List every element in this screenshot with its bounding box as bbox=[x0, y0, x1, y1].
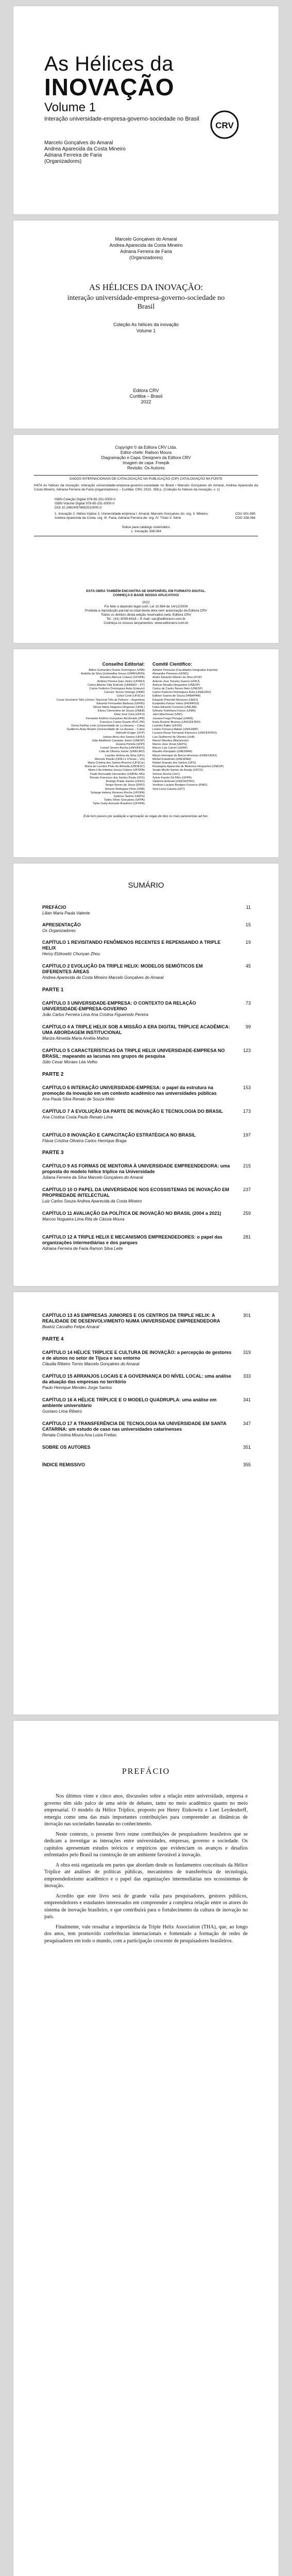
toc-entry-authors: Lilian Maria Paula Valente bbox=[42, 911, 90, 916]
cover-title-line1: As Hélices da bbox=[44, 53, 174, 75]
toc-entry-authors: Ana Paula Silva Renato de Souza Melo bbox=[42, 1097, 115, 1101]
organizer-2: Andrea Aparecida da Costa Mineiro bbox=[109, 243, 183, 248]
board-member: Fabio Eduardo Cressoni (UNILAB) bbox=[152, 706, 197, 709]
toc-entry-title: CAPÍTULO 16 A HÉLICE TRÍPLICE E O MODELO QUADRUPLA: uma análise em ambiente universitário bbox=[42, 1397, 217, 1408]
board-member: João Adalberto Campato Junior (UNESP) bbox=[92, 739, 145, 742]
toc-entry-page: 153 bbox=[243, 1085, 251, 1090]
toc-entry-title: CAPÍTULO 13 AS EMPRESAS JUNIORES E OS CENTROS DA TRIPLE HELIX: A REALIDADE DE DESENVOLVIMENTO NUMA UNIVERSIDADE EMPREENDEDORA bbox=[42, 1313, 220, 1324]
board-left-list bbox=[29, 669, 145, 806]
toc-entry-authors: João Carlos Ferreira Lima Ana Cristina Figueiredo Pereira bbox=[42, 1012, 149, 1017]
toc-page-2 bbox=[13, 1292, 279, 1715]
board-member: Maria Lília Imbiriba Sousa Colares (UFOPA) bbox=[88, 769, 145, 772]
board-right-list bbox=[152, 669, 268, 791]
board-member: Valdemir Antoneli (UNICENTRO) bbox=[152, 780, 195, 784]
toc-entry-title: PREFÁCIO bbox=[42, 905, 66, 910]
title-page bbox=[13, 221, 279, 429]
toc-entry-authors: Juliana Ferreira da Silva Marcelo Gonçalves do Amaral bbox=[42, 1175, 143, 1180]
board-member: Elizeu Clementino de Souza (UNEB) bbox=[97, 709, 145, 713]
toc-entry-page: 99 bbox=[245, 1024, 251, 1029]
board-left-title: Conselho Editorial: bbox=[102, 662, 145, 667]
board-member: Cesar Gerónimo Tello (Univer. Nacional Três de Febrero – Argentina) bbox=[56, 698, 145, 702]
footer-line: Foi feito o depósito legal conf. Lei 10.994 de 14/12/2004 bbox=[104, 605, 188, 608]
footer-line: Conheça os nossos lançamentos: www.editoracrv.com.br bbox=[104, 621, 188, 625]
cip-title: DADOS INTERNACIONAIS DE CATALOGAÇÃO NA PUBLICAÇÃO (CIP) CATALOGAÇÃO NA FONTE bbox=[69, 477, 223, 481]
board-member: Guillermo Arias Beatón (Universidade de La Havana – Cuba) bbox=[66, 728, 145, 732]
toc-entry-title: CAPÍTULO 6 INTERAÇÃO UNIVERSIDADE-EMPRESA: o papel da estrutura na promoção da inovação em um contexto acadêmico nas universidades públicas bbox=[42, 1085, 217, 1096]
organizer-1: Marcelo Gonçalves do Amaral bbox=[115, 236, 177, 242]
board-member: Renato Francisco dos Santos Paula (UFG) bbox=[90, 776, 145, 779]
organizer-3: Adriana Ferreira de Faria bbox=[44, 152, 102, 158]
board-member: Leonel Severo Rocha (UNISINOS) bbox=[100, 747, 145, 750]
credit-line: Diagramação e Capa: Designers da Editora CRV bbox=[101, 455, 191, 460]
board-member: Francisco Carlos Duarte (PUC-PR) bbox=[99, 720, 145, 724]
board-member: Marcel Mendes (Mackenzie) bbox=[152, 739, 189, 742]
toc-entry-authors: Os Organizadores bbox=[42, 928, 76, 933]
toc-entry-title: CAPÍTULO 2 EVOLUÇÃO DA TRIPLE HELIX: MODELOS SEMIÓTICOS EM DIFERENTES ÁREAS bbox=[42, 963, 203, 974]
cover-volume: Volume 1 bbox=[44, 100, 96, 114]
preface-paragraph: Finalmente, vale ressaltar a importância da Triple Helix Association (THA), que, ao longo dos anos, tem promovido conferências internacionais e fomentado a formação de redes de pesquisadores em todo o mundo, com a participação crescente de pesquisadores brasileiros. bbox=[44, 1924, 248, 1944]
toc-entry-title: SOBRE OS AUTORES bbox=[42, 1445, 91, 1450]
organizers-note: (Organizadores) bbox=[44, 159, 82, 164]
index-title: Índice para catálogo sistemático bbox=[122, 526, 170, 529]
board-member: Sérgio Nunes de Jesus (IFRO) bbox=[105, 784, 145, 787]
index-item: 1. Inovação 338.064 bbox=[131, 530, 161, 533]
board-member: Mauro Henrique de Barros Amoroso (FEBF/UERJ) bbox=[152, 754, 217, 757]
board-member: Vera Lúcia Caixeta (UFT) bbox=[152, 787, 185, 791]
toc-entry[interactable] bbox=[42, 1462, 251, 1468]
toc-entry-title: CAPÍTULO 5 CARACTERÍSTICAS DA TRIPLE HELIX UNIVERSIDADE-EMPRESA NO BRASIL: mapeando as lacunas nos grupos de pesquisa bbox=[42, 1048, 225, 1059]
organizer-2: Andrea Aparecida da Costa Mineiro bbox=[44, 146, 126, 152]
board-member: Maria Cristina dos Santos Bezerra (UFSCar) bbox=[88, 761, 145, 765]
toc-entry-page: 11 bbox=[246, 905, 251, 910]
copyright: Copyright © da Editora CRV Ltda. bbox=[115, 445, 177, 450]
board-member: Marcio Luiz Carreri (UENP) bbox=[152, 747, 188, 750]
toc-entry-page: 73 bbox=[245, 1001, 251, 1006]
cover-organizers bbox=[44, 140, 126, 165]
board-member: Sergio Murilo Santos de Araújo (UFCG) bbox=[152, 769, 203, 772]
toc-entry[interactable] bbox=[42, 1109, 251, 1120]
toc-entry-title: CAPÍTULO 7 A EVOLUÇÃO DA PARTE DE INOVAÇÃO E TECNOLOGIA DO BRASIL bbox=[42, 1109, 223, 1114]
collection-volume: Volume 1 bbox=[136, 328, 156, 333]
toc-entry-authors: Cláudia Ribeiro Torres Marcelo Gonçalves do Amaral bbox=[42, 1362, 140, 1366]
board-member: Tadeu Oliver Gonçalves (UFPA) bbox=[104, 799, 145, 802]
board-member: Élsio José Corá (UFFS) bbox=[114, 713, 145, 717]
toc-entry-page: 355 bbox=[243, 1462, 251, 1467]
toc-entry-page: 347 bbox=[243, 1421, 251, 1426]
toc-entry-title: CAPÍTULO 4 A TRIPLE HELIX SOB A MISSÃO A ERA DIGITAL TRÍPLICE ACADÊMICA: UMA ABORDAGEM INSTITUCIONAL bbox=[42, 1024, 230, 1035]
board-member: Marcio Jose Ornat (UEPG) bbox=[152, 743, 187, 747]
cip-text: H474 As hélices da inovação: interação universidade-empresa-governo-sociedade no Brasil / Marcelo Gonçalves do Amaral, Andrea Aparecida da Costa Mineiro, Adriana Ferreira de Faria (organizadores) – Curitiba: CRV, 2022. 358 p. (Coleção As hélices da inovação, v. 1) bbox=[34, 484, 258, 492]
board-member: Gilmara Yoshihara Franco (UNIR) bbox=[152, 709, 196, 713]
toc-entry-title: CAPÍTULO 1 REVISITANDO FENÔMENOS RECENTES E REPENSANDO A TRIPLE HELIX bbox=[42, 940, 221, 951]
board-member: Antonio Jose Teixeira Guerra (UFRJ) bbox=[152, 680, 200, 683]
cdd: CDD 338.064 bbox=[235, 516, 255, 520]
board-member: Fernando Antônio Gonçalves Alcoforado (IPB) bbox=[85, 717, 145, 720]
board-member: Celso Conti (UFSCar) bbox=[116, 694, 145, 698]
toc-entry[interactable] bbox=[42, 1313, 251, 1330]
board-member: Carmen Tereza Velanga (UNIR) bbox=[104, 691, 145, 694]
toc-entry-authors: Gustavo Lima Ribeiro bbox=[42, 1409, 82, 1414]
toc-entry-title: CAPÍTULO 14 HÉLICE TRÍPLICE E CULTURA DE INOVAÇÃO: a percepção de gestores e de alunos no setor de Tijuca e seu entorno bbox=[42, 1350, 232, 1361]
svg-text:CRV: CRV bbox=[215, 121, 234, 130]
toc-entry[interactable] bbox=[42, 1211, 251, 1222]
toc-entry[interactable] bbox=[42, 1421, 251, 1438]
footer-line: CONHEÇA E BAIXE NOSSO APLICATIVO! bbox=[113, 594, 179, 597]
isbn-line: ISBN Coleção Digital 978-65-251-0000-0 bbox=[55, 498, 116, 501]
board-member: Maria de Lourdes Pinto de Almeida (UNOESC) bbox=[84, 765, 145, 769]
board-member: Alexandre Pierezan (UFMS) bbox=[152, 672, 188, 676]
cover-subtitle: Interação universidade-empresa-governo-sociedade no Brasil bbox=[44, 116, 199, 122]
organizer-1: Marcelo Gonçalves do Amaral bbox=[44, 140, 113, 146]
board-member: Marcelo Paixão (UFRJ e UTexas – US) bbox=[95, 757, 145, 761]
board-member: Leandro Baller (UFGD) bbox=[152, 724, 182, 728]
board-member: Rosangela Aparecida de Medeiros Hespanhol (UNESP) bbox=[152, 765, 224, 769]
toc-entry[interactable] bbox=[42, 1163, 251, 1180]
toc-entry-authors: Ana Cristina Costa Paulo Renato Lima bbox=[42, 1115, 113, 1120]
toc-part: PARTE 2 bbox=[42, 1072, 64, 1077]
doi: DOI 10.24824/978652510000.0 bbox=[55, 506, 102, 510]
board-member: Euripedes Falcao Vieira (IHGRRGS) bbox=[152, 702, 199, 705]
toc-entry-authors: Henry Etzkowitz Chunyan Zhou bbox=[42, 952, 100, 956]
board-member: Jussara Fraga Portugal (UNEB) bbox=[152, 717, 193, 720]
board-member: Anselmo Alencar Colares (UFOPA) bbox=[100, 676, 145, 680]
legal-page bbox=[13, 435, 279, 643]
toc-entry-title: APRESENTAÇÃO bbox=[42, 922, 81, 927]
catalog-index bbox=[34, 526, 258, 534]
toc-entry-page: 215 bbox=[243, 1163, 251, 1168]
footer-line: Tel.: (41) 3039-6418 – E-mail: sac@editoracrv.com.br bbox=[106, 617, 186, 621]
toc-entry-page: 15 bbox=[245, 922, 251, 927]
toc-entry-page: 301 bbox=[243, 1313, 251, 1318]
toc-entry-authors: Marcos Nogueira Lima Rita de Cássia Moura bbox=[42, 1217, 125, 1222]
toc-entry[interactable] bbox=[42, 1234, 251, 1251]
classification bbox=[235, 512, 255, 520]
organizer-3: Adriana Ferreira de Faria bbox=[120, 249, 172, 254]
board-member: Edilson Soares de Souza (FABAPAR) bbox=[152, 694, 201, 698]
toc-entry-page: 237 bbox=[243, 1187, 251, 1192]
toc-entry-title: CAPÍTULO 3 UNIVERSIDADE-EMPRESA: O CONTEXTO DA RELAÇÃO UNIVERSIDADE-EMPRESA-GOVERNO bbox=[42, 1001, 196, 1011]
board-member: Solange Helena Ximenes-Rocha (UFOPA) bbox=[90, 791, 145, 794]
cover-title-line2: INOVAÇÃO bbox=[44, 74, 175, 100]
cover-page bbox=[13, 6, 279, 214]
board-member: Carlos Alberto Vilar Estêvão (UMINHO – PT) bbox=[88, 683, 145, 687]
board-member: Jairo Marchesan (UNC) bbox=[152, 713, 183, 717]
preface-paragraph: Nos últimos vinte e cinco anos, discussões sobre a relação entre universidade, empresa e governo têm sido palco de uma série de debates, tanto no meio acadêmico quanto no meio empresarial. O modelo da Hélice Tríplice, proposto por Henry Etzkowitz e Loet Leydesdorff, emergiu como uma das mais importantes contribuições para compreender as dinâmicas de inovação nas sociedades baseadas no conhecimento. bbox=[44, 1793, 248, 1827]
collection-name: Coleção As hélices da inovação bbox=[113, 322, 179, 327]
preface-paragraph: Neste contexto, o presente livro reúne contribuições de pesquisadores brasileiros que se dedicam a investigar as interações entre universidades, empresas, governo e sociedade. Os capítulos apresentam estudos teóricos e empíricos que evidenciam os avanços e desafios enfrentados pelo Brasil na construção de um ambiente favorável à inovação. bbox=[44, 1831, 248, 1858]
toc-part: PARTE 4 bbox=[42, 1336, 64, 1342]
toc-entry-page: 319 bbox=[243, 1350, 251, 1355]
isbn-block bbox=[55, 498, 115, 510]
board-member: Josania Portela (UFPI) bbox=[115, 743, 145, 747]
preface-body bbox=[44, 1793, 248, 1947]
toc-entry-title: CAPÍTULO 10 O PAPEL DA UNIVERSIDADE NOS ECOSSISTEMAS DE INOVAÇÃO EM PROPRIEDADE INTELECTUAL bbox=[42, 1187, 229, 1198]
toc-entry-title: CAPÍTULO 12 A TRIPLE HELIX E MECANISMOS EMPREENDEDORES: o papel das organizações intermediárias e dos parques bbox=[42, 1234, 222, 1245]
board-member: Rafael Guarato dos Santos (UFG) bbox=[152, 761, 196, 765]
board-member: Eduardo Pimentel Menezes (UERJ) bbox=[152, 698, 198, 702]
toc-entry[interactable] bbox=[42, 1024, 251, 1041]
board-member: Carlos Federico Dominguez Avila (UNIEURO) bbox=[152, 691, 211, 694]
board-member: Antônio Pereira Gaio Júnior (UFRRJ) bbox=[97, 680, 145, 683]
toc-entry[interactable] bbox=[42, 905, 251, 916]
board-member: Andréia da Silva Quintanilha Sousa (UNIR/UFRN) bbox=[80, 672, 145, 676]
board-member: Adriane Piovezan (Faculdades Integradas Espírita) bbox=[152, 669, 218, 672]
toc-entry[interactable] bbox=[42, 1085, 251, 1102]
board-member: Andre Eduardo Ribeiro da Silva (IFSP) bbox=[152, 676, 202, 680]
toc-entry-title: CAPÍTULO 11 AVALIAÇÃO DA POLÍTICA DE INOVAÇÃO NO BRASIL (2004 a 2021) bbox=[42, 1211, 221, 1216]
toc-entry[interactable] bbox=[42, 1445, 251, 1450]
preface-paragraph: A obra está organizada em partes que abordam desde os fundamentos conceituais da Hélice Tríplice até análises de políticas públicas, mecanismos de transferência de tecnologia, empreendedorismo acadêmico e o papel das organizações intermediárias nos ecossistemas de inovação. bbox=[44, 1862, 248, 1889]
preface-heading: PREFÁCIO bbox=[122, 1767, 170, 1776]
toc-entry-page: 197 bbox=[243, 1132, 251, 1138]
board-member: Maurilio Rompatto (UNESPAR) bbox=[152, 750, 193, 754]
publisher: Editora CRV bbox=[133, 388, 159, 393]
board-member: Paulo Romualdo Hernandes (UNIFAL-MG) bbox=[90, 772, 145, 776]
board-member: Simone Rocha (UnC) bbox=[152, 772, 180, 776]
board-member: Tania Suely Azevedo Brasileiro (UFOPA) bbox=[93, 802, 145, 806]
toc-entry-authors: Beatriz Carvalho Felipe Amaral bbox=[42, 1325, 99, 1329]
imprint bbox=[13, 388, 279, 405]
credit-line: Imagem de capa: Freepik bbox=[123, 461, 169, 465]
toc-entry-authors: Andrea Aparecida da Costa Mineiro Marcelo Gonçalves do Amaral bbox=[42, 975, 164, 980]
title-page-organizers bbox=[13, 236, 279, 261]
divider bbox=[34, 475, 258, 476]
board-member: Lourdes Helena da Silva (UFV) bbox=[105, 754, 145, 757]
footer-line: Proibida a reprodução parcial ou total desta obra sem autorização da Editora CRV bbox=[85, 609, 207, 613]
crv-logo bbox=[209, 109, 240, 140]
toc-entry[interactable] bbox=[42, 1187, 251, 1204]
board-member: Luciana Rosar Fornazari Klanovicz (UNICENTRO) bbox=[152, 732, 217, 735]
toc-entry-authors: Mariza Almeida Maria Amélia Mattos bbox=[42, 1036, 109, 1041]
board-footer: Este livro passou por avaliação e aprovação às cegas de dois ou mais pareceristas ad hoc. bbox=[83, 815, 209, 818]
toc-entry-authors: Flávia Cristina Oliveira Carlos Henrique Braga bbox=[42, 1139, 127, 1143]
credit-line: Editor-chefe: Railson Moura bbox=[120, 450, 172, 455]
toc-entry[interactable] bbox=[42, 1048, 251, 1065]
toc-entry[interactable] bbox=[42, 1374, 251, 1391]
toc-entry-authors: Adriana Ferreira de Faria Ramon Silva Leite bbox=[42, 1246, 123, 1251]
board-member: Lindon Fonseca Matias (UNICAMP) bbox=[152, 728, 198, 732]
board-member: Michel Kobelinski (UNESPAR) bbox=[152, 757, 192, 761]
year: 2022 bbox=[141, 399, 151, 404]
toc-entry[interactable] bbox=[42, 1001, 251, 1018]
subjects: 1. Inovação 2. Hélice tríplice 3. Universidade-empresa I. Amaral, Marcelo Gonçalves do. org. II. Mineiro, Andrea Aparecida da Costa. org. III. Faria, Adriana Ferreira de. org. IV. Título V. Série bbox=[55, 512, 209, 520]
toc-entry-authors: Luiz Carlos Souza Andrea Aparecida da Costa Mineiro bbox=[42, 1199, 142, 1204]
toc-entry[interactable] bbox=[42, 922, 251, 934]
toc-entry-page: 173 bbox=[243, 1109, 251, 1114]
toc-part: PARTE 3 bbox=[42, 1150, 64, 1156]
board-member: Helmuth Krüger (UCP) bbox=[115, 732, 145, 735]
board-member: Venilson Luciano Benigno Fonseca (IFMG) bbox=[152, 784, 208, 787]
board-right-title: Comitê Científico: bbox=[152, 662, 193, 667]
board-member: Eduardo Fernandes Barbosa (UFMG) bbox=[96, 702, 145, 705]
board-member: Antonio Nivaldo Hespanhol (UNESP) bbox=[152, 683, 200, 687]
toc-entry[interactable] bbox=[42, 1397, 251, 1414]
board-member: Sydione Santos (UEPG) bbox=[113, 794, 145, 798]
toc-entry-title: CAPÍTULO 8 INOVAÇÃO E CAPACITAÇÃO ESTRATÉGICA NO BRASIL bbox=[42, 1132, 196, 1138]
toc-entry-authors: Júlio Cesar Moraes Léa Velho bbox=[42, 1060, 97, 1064]
board-member: Luiz Guilherme de Oliveira (UnB) bbox=[152, 735, 195, 739]
editorial-board-page bbox=[13, 649, 279, 857]
toc-entry[interactable] bbox=[42, 1132, 251, 1144]
toc-entry-title: ÍNDICE REMISSIVO bbox=[42, 1462, 85, 1467]
legal-footer bbox=[34, 589, 258, 625]
toc-entry[interactable] bbox=[42, 1350, 251, 1367]
toc-entry-page: 341 bbox=[243, 1397, 251, 1402]
toc-entry-title: CAPÍTULO 15 ARRANJOS LOCAIS E A GOVERNANÇA DO NÍVEL LOCAL: uma análise da atuação das empresas no território bbox=[42, 1374, 232, 1384]
book-title: AS HÉLICES DA INOVAÇÃO: bbox=[89, 282, 203, 292]
toc-entry-authors: Paulo Henrique Mendes Jorge Santos bbox=[42, 1385, 112, 1390]
board-member: Rodrigo Pratte-Santos (UFES) bbox=[106, 780, 145, 784]
toc-entry-page: 333 bbox=[243, 1374, 251, 1379]
credit-line: Revisão: Os Autores bbox=[127, 466, 165, 470]
toc-entry-authors: Renata Cristina Moura Ana Luiza Freitas bbox=[42, 1433, 117, 1437]
city: Curitiba – Brasil bbox=[129, 394, 163, 399]
preface-page-1 bbox=[13, 1721, 279, 2576]
board-member: Carlos de Castro Neves Neto (UNESP) bbox=[152, 687, 203, 691]
toc-entry-title: CAPÍTULO 17 A TRANSFERÊNCIA DE TECNOLOGIA NA UNIVERSIDADE EM SANTA CATARINA: um estudo de caso nas universidades catarinenses bbox=[42, 1421, 227, 1432]
board-member: Jailson Alves dos Santos (UFRJ) bbox=[102, 735, 145, 739]
toc-part: PARTE 1 bbox=[42, 987, 64, 993]
board-member: Karla Rosário Brumes (UNICENTRO) bbox=[152, 720, 201, 724]
toc-page-1 bbox=[13, 863, 279, 1286]
board-member: Gloria Fariñas León (Universidade de La Havana – Cuba) bbox=[71, 724, 145, 728]
board-member: Aldira Guimarães Duarte Domínguez (UNB) bbox=[89, 669, 145, 672]
credits-block bbox=[13, 445, 279, 471]
preface-paragraph: Acredito que este livro será de grande valia para pesquisadores, gestores públicos, empreendedores e estudantes interessados em compreender a complexa relação entre os atores do sistema de inovação brasileiro, e que contribuirá para o fortalecimento da cultura de inovação no país. bbox=[44, 1893, 248, 1920]
toc-entry-page: 123 bbox=[243, 1048, 251, 1053]
footer-line: Todos os direitos desta edição reservados pela: Editora CRV bbox=[100, 613, 192, 617]
toc-entry[interactable] bbox=[42, 940, 251, 957]
organizers-note: (Organizadores) bbox=[129, 255, 163, 260]
footer-line: ESTA OBRA TAMBÉM ENCONTRA-SE DISPONÍVEL EM FORMATO DIGITAL. bbox=[86, 589, 206, 593]
isbn-line: ISBN Volume Digital 978-65-251-0000-0 bbox=[55, 502, 114, 505]
footer-line: 2022 bbox=[142, 601, 150, 604]
board-member: Sylvio Fausto Gil Filho (UFPR) bbox=[152, 776, 192, 779]
board-member: Simone Rodrigues Pinto (UNB) bbox=[105, 787, 145, 791]
toc-entry-page: 281 bbox=[243, 1234, 251, 1240]
toc-entry-page: 45 bbox=[245, 963, 251, 969]
board-member: Lídia de Oliveira Xavier (UNIEURO) bbox=[99, 750, 145, 754]
collection-info bbox=[13, 321, 279, 334]
toc-entry-page: 351 bbox=[243, 1445, 251, 1450]
toc-entry[interactable] bbox=[42, 963, 251, 980]
toc-entry-page: 19 bbox=[245, 940, 251, 945]
board-member: Carlos Federico Dominguez Avila (Unieuro) bbox=[89, 687, 145, 691]
book-subtitle: interação universidade-empresa-governo-sociedade no Brasil bbox=[67, 294, 225, 311]
board-member: Elione Maria Nogueira Diogenes (UFAL) bbox=[93, 706, 145, 709]
cdu: CDU 001.895 bbox=[235, 512, 255, 516]
toc-entry-title: CAPÍTULO 9 AS FORMAS DE MENTORIA À UNIVERSIDADE EMPREENDEDORA: uma proposta do modelo hélice tríplice na Universidade bbox=[42, 1163, 230, 1174]
toc-entry-page: 259 bbox=[243, 1211, 251, 1216]
toc-heading: SUMÁRIO bbox=[128, 881, 164, 890]
